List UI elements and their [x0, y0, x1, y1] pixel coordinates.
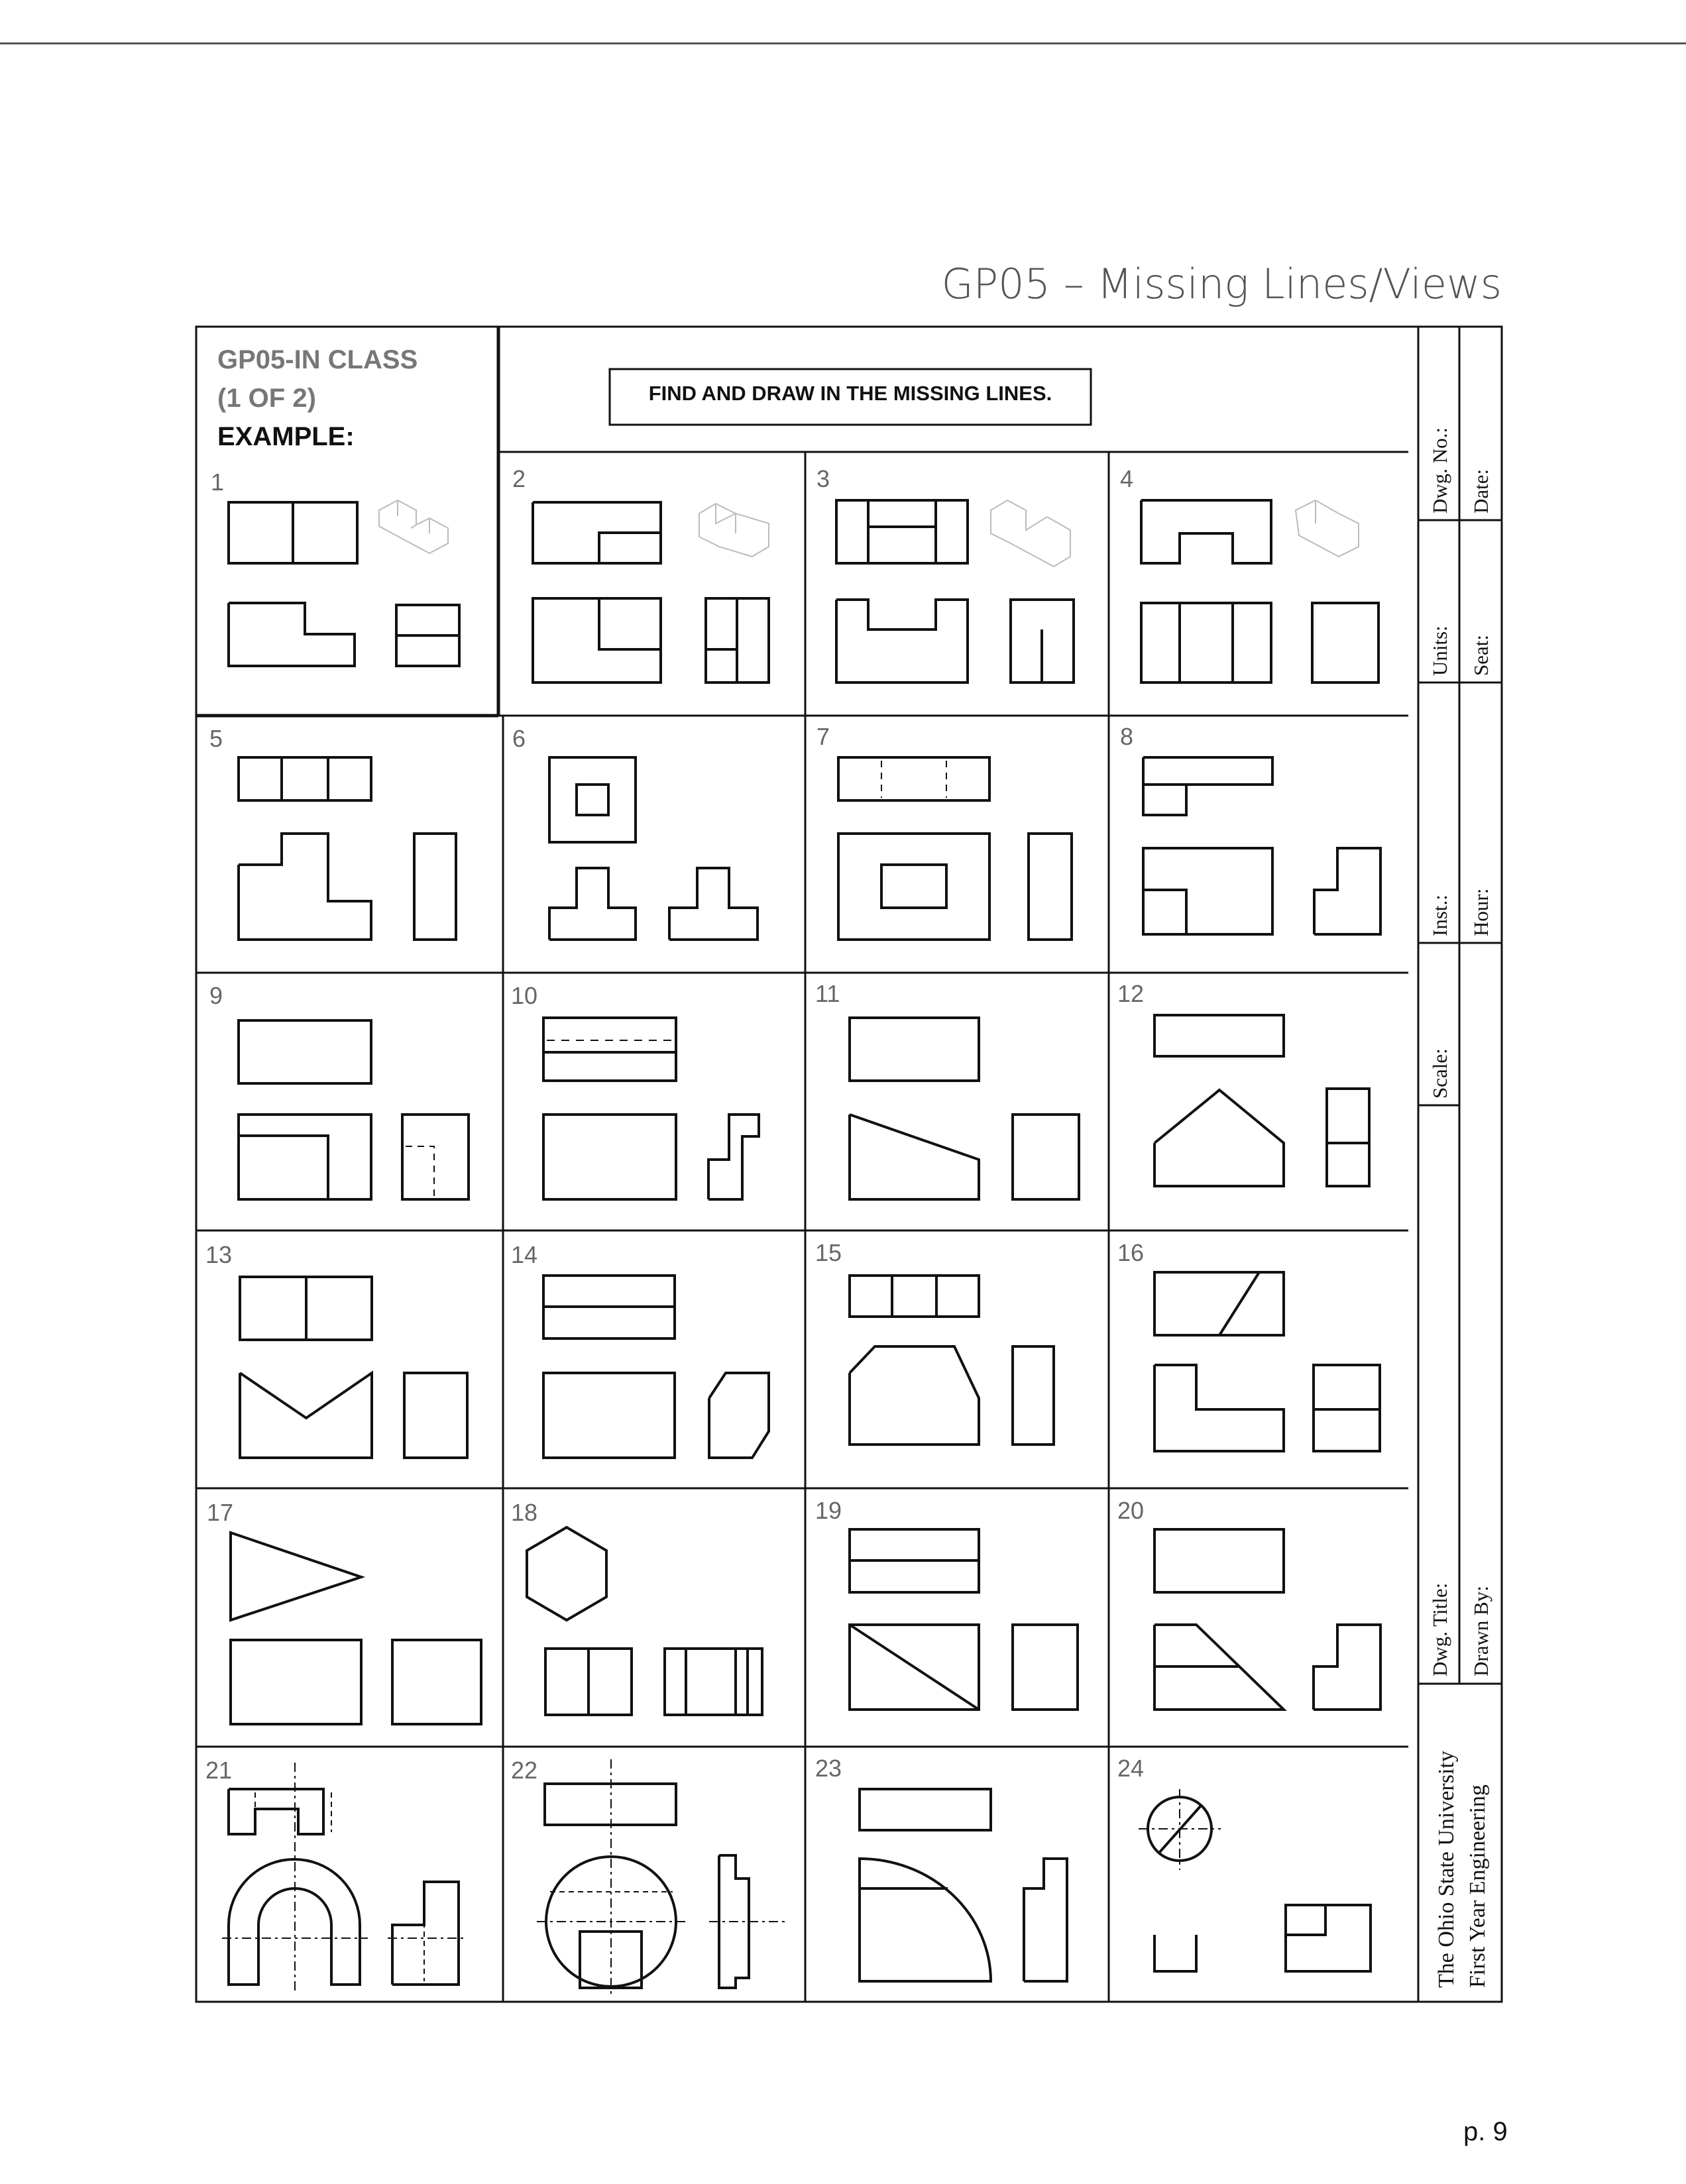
problem-number: 2: [512, 465, 526, 492]
problem-number: 20: [1117, 1497, 1145, 1524]
problem-15-views: [850, 1276, 1054, 1445]
problem-23-views: [860, 1789, 1067, 1981]
problem-number: 6: [512, 725, 526, 752]
problem-number: 24: [1117, 1755, 1145, 1782]
problem-5-views: [239, 757, 456, 940]
units-label: Units:: [1428, 626, 1451, 676]
problem-number: 10: [511, 982, 538, 1009]
problem-20-views: [1154, 1529, 1380, 1710]
heading-line-2: (1 OF 2): [217, 384, 316, 413]
instruction-text: FIND AND DRAW IN THE MISSING LINES.: [648, 382, 1052, 405]
problem-13-views: [240, 1277, 467, 1458]
dwg-title-label: Dwg. Title:: [1428, 1582, 1451, 1676]
problem-number: 22: [511, 1757, 538, 1784]
problem-number: 9: [209, 982, 223, 1009]
problem-number: 15: [815, 1239, 842, 1266]
problem-9-views: [239, 1020, 469, 1199]
problem-1-views: [229, 500, 459, 666]
seat-label: Seat:: [1469, 635, 1492, 676]
problem-21-views: [222, 1763, 467, 1991]
scale-label: Scale:: [1428, 1048, 1451, 1099]
page-number: p. 9: [1463, 2117, 1508, 2146]
problem-number: 1: [211, 468, 225, 496]
problem-number: 19: [815, 1497, 842, 1524]
problem-22-views: [537, 1759, 785, 1994]
problem-number: 14: [511, 1241, 538, 1268]
problem-number: 3: [816, 465, 830, 492]
problem-24-views: [1139, 1789, 1371, 1971]
problem-8-views: [1143, 757, 1380, 934]
page-header: GP05 – Missing Lines/Views: [941, 260, 1502, 308]
problem-18-views: [527, 1527, 762, 1715]
problem-11-views: [850, 1018, 1079, 1199]
problem-number: 16: [1117, 1239, 1145, 1266]
heading-line-1: GP05-IN CLASS: [217, 345, 418, 374]
university-label: The Ohio State University: [1434, 1751, 1459, 1988]
problem-number: 21: [205, 1757, 233, 1784]
problem-19-views: [850, 1529, 1078, 1710]
problem-number: 12: [1117, 980, 1145, 1007]
problem-number: 23: [815, 1755, 842, 1782]
problem-number: 5: [209, 725, 223, 752]
problem-7-views: [838, 757, 1072, 940]
problem-16-views: [1154, 1272, 1380, 1451]
problem-number: 11: [815, 980, 840, 1007]
inst-label: Inst.:: [1428, 895, 1451, 936]
problem-number: 4: [1120, 465, 1134, 492]
hour-label: Hour:: [1469, 888, 1492, 936]
problem-14-views: [543, 1276, 769, 1458]
problem-4-views: [1141, 500, 1378, 682]
problem-2-views: [533, 502, 769, 682]
problem-6-views: [549, 757, 758, 940]
problem-17-views: [231, 1533, 481, 1724]
problem-number: 7: [816, 723, 830, 750]
problem-3-views: [836, 500, 1074, 682]
problem-number: 18: [511, 1499, 538, 1526]
problem-number: 17: [207, 1499, 234, 1526]
problem-12-views: [1154, 1015, 1369, 1186]
drawn-by-label: Drawn By:: [1469, 1586, 1492, 1676]
problem-10-views: [543, 1018, 759, 1199]
dwg-no-label: Dwg. No.:: [1428, 427, 1451, 514]
heading-line-3: EXAMPLE:: [217, 422, 355, 451]
problem-number: 13: [205, 1241, 233, 1268]
problem-number: 8: [1120, 723, 1134, 750]
date-label: Date:: [1469, 468, 1492, 514]
program-label: First Year Engineering: [1465, 1784, 1490, 1988]
